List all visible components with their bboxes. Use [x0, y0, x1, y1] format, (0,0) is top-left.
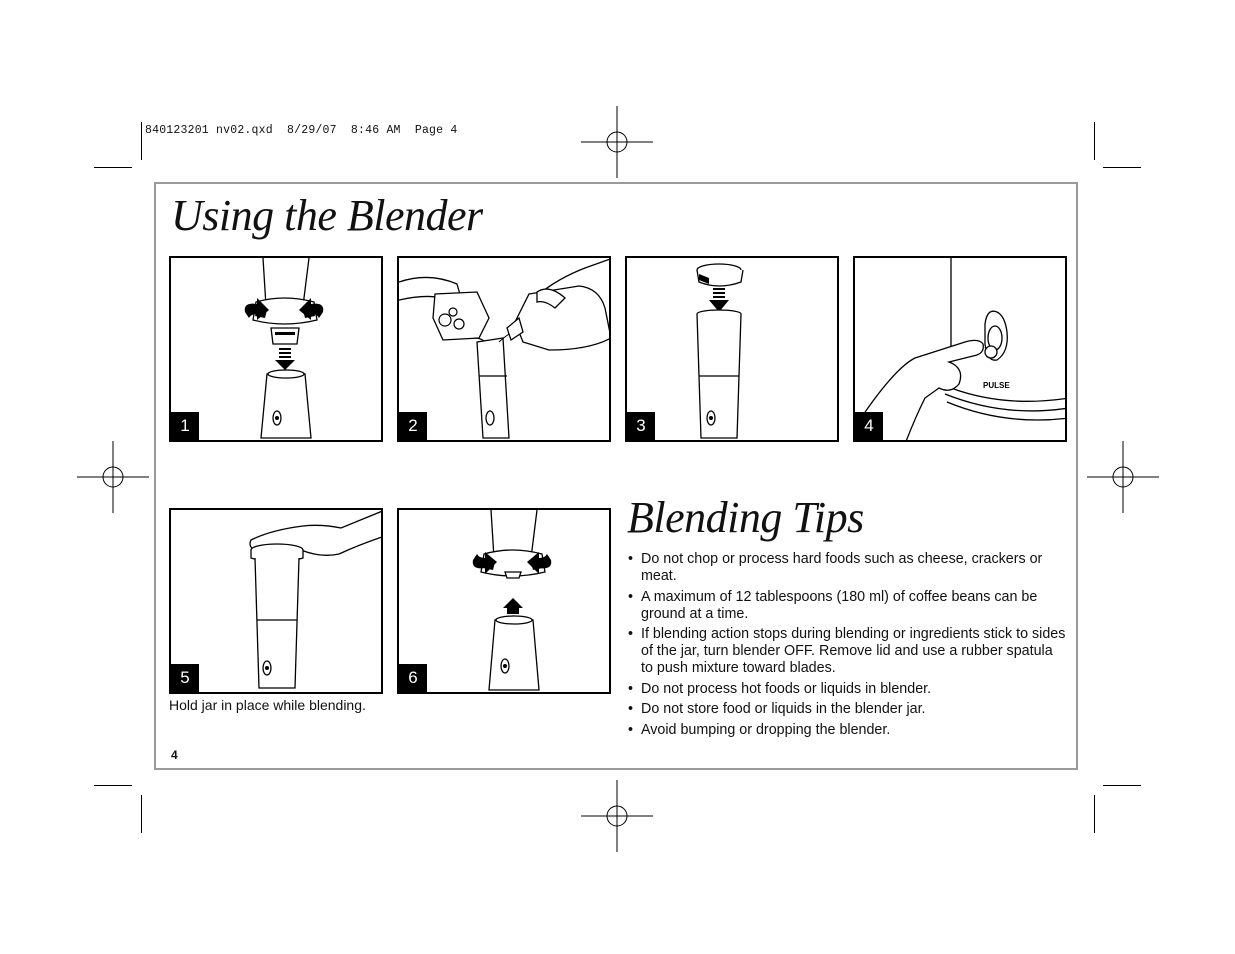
crop-mark: [1103, 785, 1141, 786]
step-number: 4: [855, 412, 883, 440]
step-panel-1: [169, 256, 383, 442]
remove-jar-illustration: [399, 510, 611, 694]
page-number: 4: [171, 748, 178, 762]
step-panel-3: [625, 256, 839, 442]
crop-mark: [1103, 167, 1141, 168]
registration-mark-icon: [581, 106, 653, 178]
registration-mark-icon: [581, 780, 653, 852]
crop-mark: [94, 167, 132, 168]
page-title: Using the Blender: [171, 191, 483, 240]
crop-mark: [1094, 795, 1095, 833]
step-number: 5: [171, 664, 199, 692]
registration-mark-icon: [1087, 441, 1159, 513]
fill-jar-illustration: [399, 258, 611, 442]
blade-assembly-attach-illustration: [171, 258, 383, 442]
travel-lid-illustration: [627, 258, 839, 442]
step-5-caption: Hold jar in place while blending.: [169, 697, 366, 713]
step-panel-6: [397, 508, 611, 694]
tip-item: • A maximum of 12 tablespoons (180 ml) of coffee beans can be ground at a time.: [627, 589, 1067, 623]
pulse-label: PULSE: [983, 381, 1010, 390]
crop-mark: [94, 785, 132, 786]
tip-item: • If blending action stops during blending or ingredients stick to sides of the jar, turn blender OFF. Remove lid and use a rubber spatula to push mixture toward blades.: [627, 626, 1067, 677]
tip-item: • Do not store food or liquids in the blender jar.: [627, 701, 1067, 718]
step-panel-4: [853, 256, 1067, 442]
step-number: 2: [399, 412, 427, 440]
tips-title: Blending Tips: [627, 493, 864, 542]
press-pulse-button-illustration: [855, 258, 1067, 442]
tip-item: • Do not process hot foods or liquids in blender.: [627, 681, 1067, 698]
step-number: 1: [171, 412, 199, 440]
crop-mark: [141, 122, 142, 160]
tips-list: [627, 551, 1067, 742]
step-panel-5: [169, 508, 383, 694]
step-panel-2: [397, 256, 611, 442]
step-number: 3: [627, 412, 655, 440]
tip-item: • Avoid bumping or dropping the blender.: [627, 722, 1067, 739]
crop-mark: [1094, 122, 1095, 160]
registration-mark-icon: [77, 441, 149, 513]
hold-jar-illustration: [171, 510, 383, 694]
print-slug: 840123201 nv02.qxd 8/29/07 8:46 AM Page 4: [145, 124, 458, 137]
tip-item: • Do not chop or process hard foods such as cheese, crackers or meat.: [627, 551, 1067, 585]
crop-mark: [141, 795, 142, 833]
step-number: 6: [399, 664, 427, 692]
